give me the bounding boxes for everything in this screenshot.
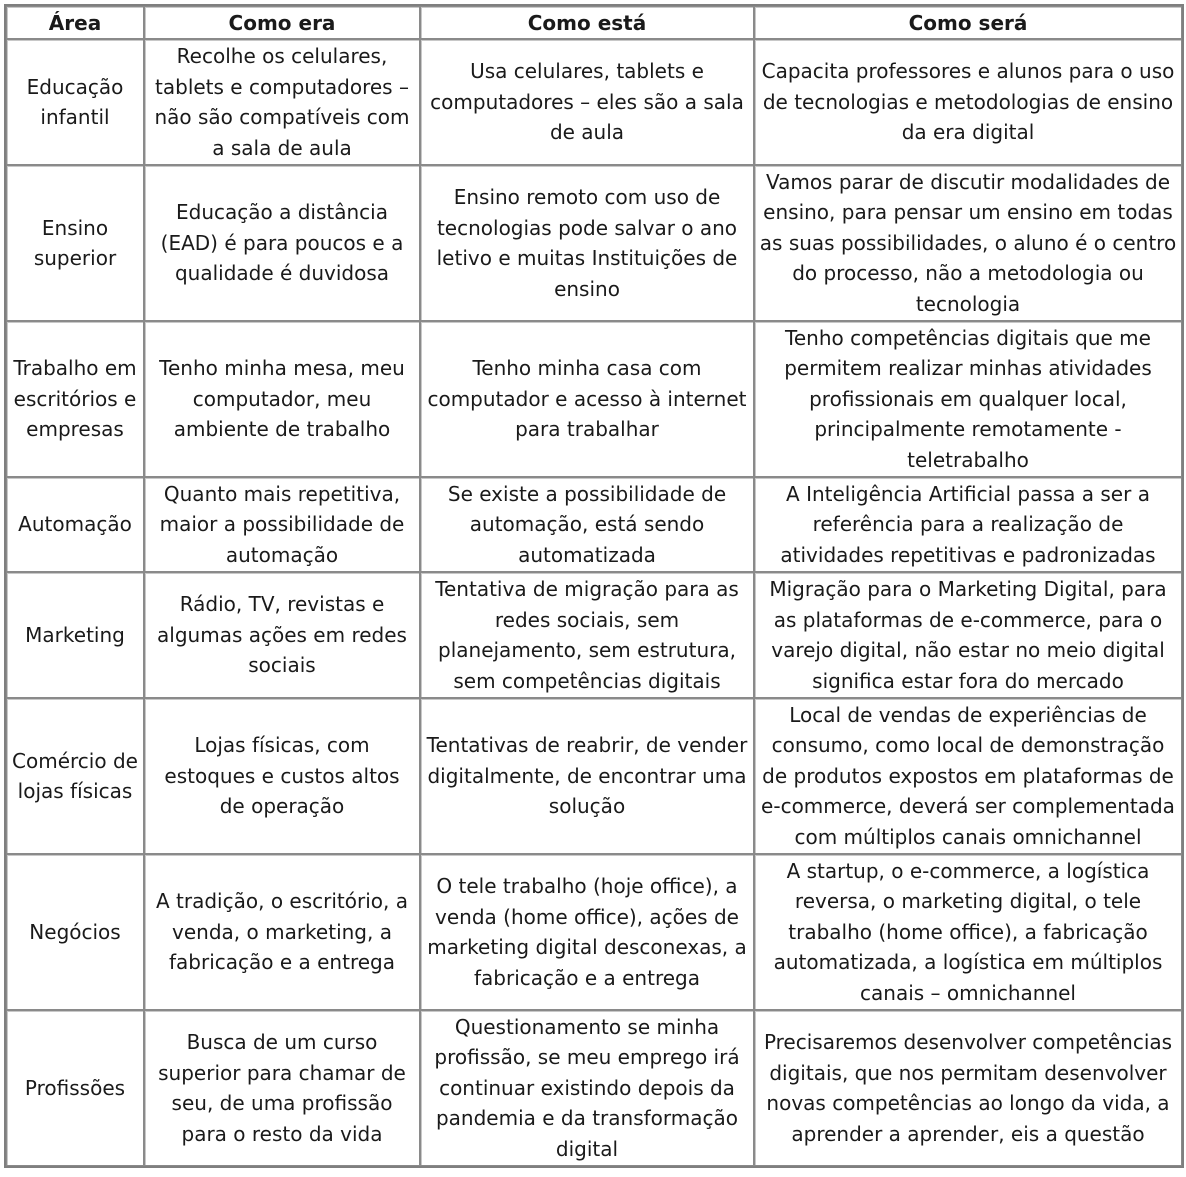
cell-como-sera: Local de vendas de experiências de consumo, como local de demonstração de produtos expostos em plataformas de e-commerce, deverá ser complementada com múltiplos canais omnichannel — [754, 698, 1182, 854]
table-row — [6, 572, 1182, 698]
cell-como-era: Recolhe os celulares, tablets e computadores – não são compatíveis com a sala de aula — [144, 39, 420, 165]
header-row — [6, 6, 1182, 39]
table-row — [6, 477, 1182, 572]
cell-como-era: Rádio, TV, revistas e algumas ações em redes sociais — [144, 572, 420, 698]
cell-como-era: Busca de um curso superior para chamar de seu, de uma profissão para o resto da vida — [144, 1010, 420, 1166]
cell-area: Marketing — [6, 572, 144, 698]
table-row — [6, 1010, 1182, 1166]
cell-como-esta: O tele trabalho (hoje office), a venda (home office), ações de marketing digital desconexas, a fabricação e a entrega — [420, 854, 754, 1010]
table-row — [6, 165, 1182, 321]
comparison-table — [4, 4, 1184, 1168]
header-como-esta: Como está — [420, 6, 754, 39]
table-row — [6, 321, 1182, 477]
cell-como-sera: Migração para o Marketing Digital, para as plataformas de e-commerce, para o varejo digital, não estar no meio digital significa estar fora do mercado — [754, 572, 1182, 698]
cell-como-esta: Se existe a possibilidade de automação, está sendo automatizada — [420, 477, 754, 572]
cell-como-sera: A startup, o e-commerce, a logística reversa, o marketing digital, o tele trabalho (home office), a fabricação automatizada, a logística em múltiplos canais – omnichannel — [754, 854, 1182, 1010]
cell-como-era: Educação a distância (EAD) é para poucos e a qualidade é duvidosa — [144, 165, 420, 321]
cell-como-esta: Tentativas de reabrir, de vender digitalmente, de encontrar uma solução — [420, 698, 754, 854]
cell-area: Comércio de lojas físicas — [6, 698, 144, 854]
cell-area: Trabalho em escritórios e empresas — [6, 321, 144, 477]
cell-como-era: Quanto mais repetitiva, maior a possibilidade de automação — [144, 477, 420, 572]
cell-como-sera: Precisaremos desenvolver competências digitais, que nos permitam desenvolver novas competências ao longo da vida, a aprender a aprender, eis a questão — [754, 1010, 1182, 1166]
cell-como-era: A tradição, o escritório, a venda, o marketing, a fabricação e a entrega — [144, 854, 420, 1010]
cell-como-sera: A Inteligência Artificial passa a ser a referência para a realização de atividades repetitivas e padronizadas — [754, 477, 1182, 572]
table-row — [6, 698, 1182, 854]
cell-area: Ensino superior — [6, 165, 144, 321]
header-como-sera: Como será — [754, 6, 1182, 39]
cell-como-esta: Ensino remoto com uso de tecnologias pode salvar o ano letivo e muitas Instituições de ensino — [420, 165, 754, 321]
table-row — [6, 39, 1182, 165]
cell-como-esta: Tentativa de migração para as redes sociais, sem planejamento, sem estrutura, sem competências digitais — [420, 572, 754, 698]
cell-como-era: Tenho minha mesa, meu computador, meu ambiente de trabalho — [144, 321, 420, 477]
cell-como-sera: Capacita professores e alunos para o uso de tecnologias e metodologias de ensino da era digital — [754, 39, 1182, 165]
header-como-era: Como era — [144, 6, 420, 39]
cell-area: Automação — [6, 477, 144, 572]
cell-como-esta: Questionamento se minha profissão, se meu emprego irá continuar existindo depois da pandemia e da transformação digital — [420, 1010, 754, 1166]
cell-como-esta: Tenho minha casa com computador e acesso à internet para trabalhar — [420, 321, 754, 477]
cell-area: Profissões — [6, 1010, 144, 1166]
cell-area: Educação infantil — [6, 39, 144, 165]
cell-como-esta: Usa celulares, tablets e computadores – eles são a sala de aula — [420, 39, 754, 165]
table-row — [6, 854, 1182, 1010]
cell-como-sera: Vamos parar de discutir modalidades de ensino, para pensar um ensino em todas as suas possibilidades, o aluno é o centro do processo, não a metodologia ou tecnologia — [754, 165, 1182, 321]
cell-como-era: Lojas físicas, com estoques e custos altos de operação — [144, 698, 420, 854]
header-area: Área — [6, 6, 144, 39]
cell-como-sera: Tenho competências digitais que me permitem realizar minhas atividades profissionais em qualquer local, principalmente remotamente - teletrabalho — [754, 321, 1182, 477]
cell-area: Negócios — [6, 854, 144, 1010]
